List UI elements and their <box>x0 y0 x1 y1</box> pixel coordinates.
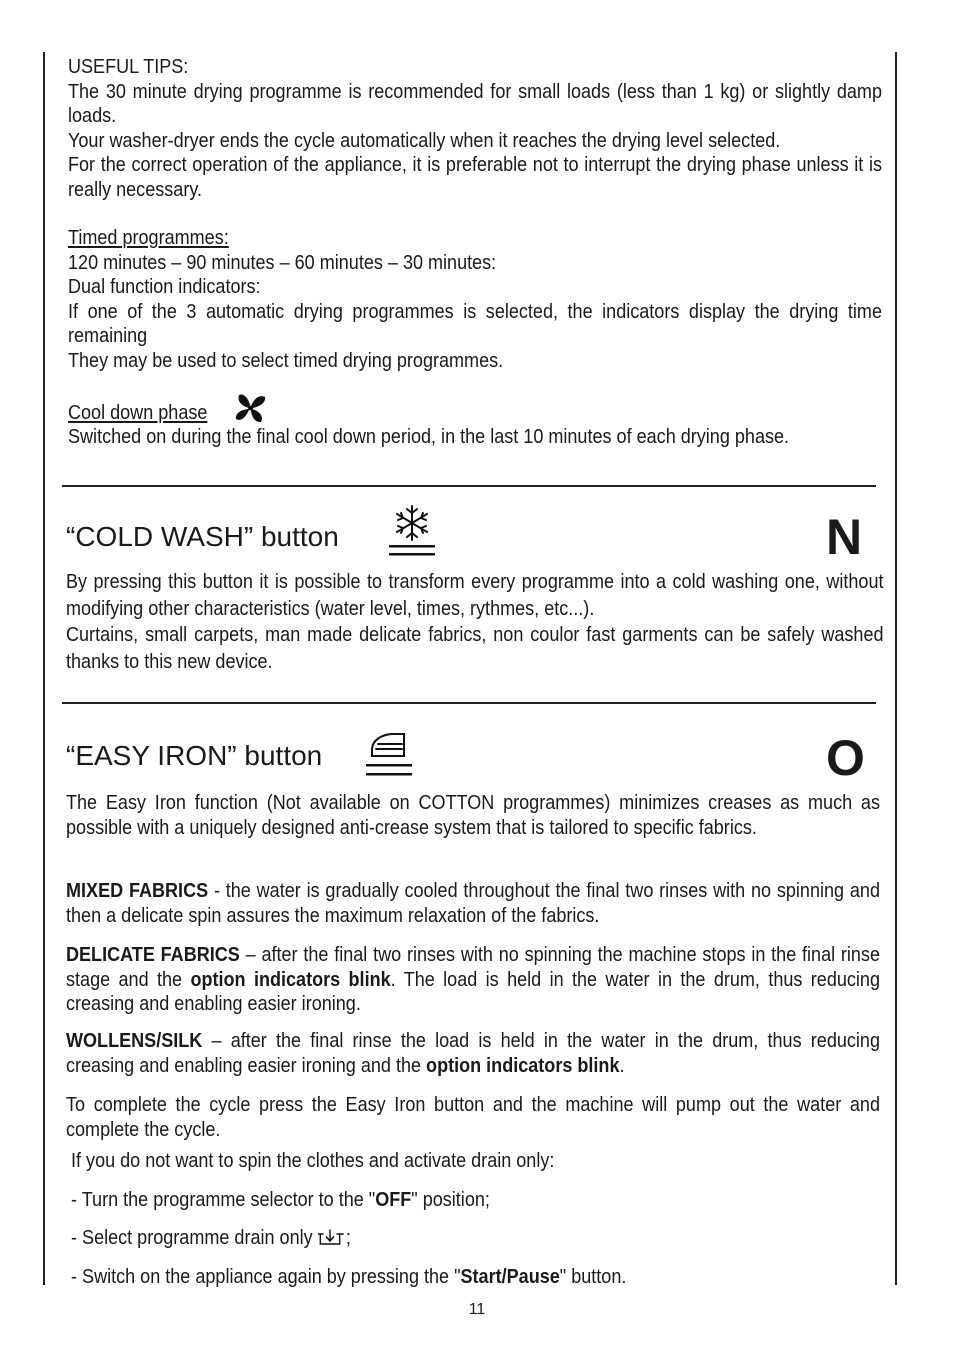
step-3 <box>66 1265 880 1290</box>
section-divider-2 <box>62 702 876 704</box>
off-position: OFF <box>375 1188 412 1211</box>
drain-icon <box>318 1227 346 1247</box>
left-margin-line <box>43 52 45 1285</box>
useful-tips-heading: USEFUL TIPS: <box>68 55 189 78</box>
delicate-fabrics-paragraph <box>66 943 880 1017</box>
cold-wash-paragraph-1: By pressing this button it is possible to transform every programme into a cold washing one, without modifying other characteristics (water level, times, rythmes, etc...). <box>66 570 884 620</box>
timed-select-text: They may be used to select timed drying programmes. <box>68 348 504 372</box>
step-2-text-c: ; <box>345 1226 351 1249</box>
wollens-silk-end: . <box>619 1053 625 1077</box>
right-margin-line <box>895 52 897 1285</box>
useful-tips-block <box>68 55 882 202</box>
dual-function-indicators: Dual function indicators: <box>68 275 261 298</box>
wool-option-indicators: option indicators blink <box>426 1053 620 1077</box>
complete-cycle-text: To complete the cycle press the Easy Iron button and the machine will pump out the water and complete the cycle. <box>66 1093 880 1141</box>
useful-tips-line-2: Your washer-dryer ends the cycle automatically when it reaches the drying level selected. <box>68 128 781 152</box>
fan-icon <box>234 392 268 424</box>
mixed-fabrics-label: MIXED FABRICS <box>66 879 209 902</box>
step-1-text-a: - Turn the programme selector to the " <box>66 1188 376 1211</box>
cold-wash-body <box>66 569 884 675</box>
section-letter-n: N <box>826 509 863 565</box>
mixed-fabrics-text: - the water is gradually cooled throughout the final two rinses with no spinning and then a delicate spin assures the maximum relaxation of the fabrics. <box>66 879 881 927</box>
snowflake-icon <box>386 503 438 559</box>
delicate-option-indicators: option indicators blink <box>190 967 391 991</box>
step-2 <box>66 1226 880 1251</box>
wollens-silk-label: WOLLENS/SILK <box>66 1029 203 1052</box>
automatic-drying-text: If one of the 3 automatic drying programmes is selected, the indicators display the drying time remaining <box>68 299 882 347</box>
timed-programmes-heading: Timed programmes: <box>68 226 229 249</box>
page-number: 11 <box>468 1301 486 1318</box>
cool-down-text: Switched on during the final cool down period, in the last 10 minutes of each drying phase. <box>68 425 790 448</box>
step-3-text-a: - Switch on the appliance again by pressing the " <box>66 1265 461 1288</box>
no-spin-text: If you do not want to spin the clothes and activate drain only: <box>66 1149 555 1172</box>
step-3-text-c: " button. <box>559 1265 627 1288</box>
timed-programmes-block <box>68 226 882 373</box>
cold-wash-title: “COLD WASH” button <box>66 521 339 552</box>
delicate-fabrics-text-1: – after the final two rinses with no spinning the machine stops in the final rinse stage and the <box>66 943 881 991</box>
start-pause-label: Start/Pause <box>460 1265 560 1288</box>
useful-tips-line-3: For the correct operation of the appliance, it is preferable not to interrupt the drying phase unless it is really necessary. <box>68 153 882 201</box>
cold-wash-paragraph-2: Curtains, small carpets, man made delicate fabrics, non coulor fast garments can be safely washed thanks to this new device. <box>66 623 884 673</box>
section-letter-o: O <box>826 730 865 786</box>
wollens-silk-text: – after the final rinse the load is held in the water in the drum, thus reducing creasing and enabling easier ironing and the <box>66 1029 880 1077</box>
cool-down-heading: Cool down phase <box>68 401 208 424</box>
useful-tips-line-1: The 30 minute drying programme is recommended for small loads (less than 1 kg) or slightly damp loads. <box>68 79 882 127</box>
iron-icon <box>364 728 414 782</box>
easy-iron-title: “EASY IRON” button <box>66 740 323 771</box>
delicate-fabrics-label: DELICATE FABRICS <box>66 943 240 966</box>
timed-durations: 120 minutes – 90 minutes – 60 minutes – 30 minutes: <box>68 250 497 274</box>
wollens-silk-paragraph <box>66 1029 880 1078</box>
step-1-text-c: " position; <box>411 1188 490 1211</box>
mixed-fabrics-paragraph <box>66 879 880 928</box>
delicate-fabrics-text-2: . The load is held in the water in the drum, thus reducing creasing and enabling easier ironing. <box>66 967 881 1015</box>
step-2-text-a: - Select programme drain only <box>66 1226 318 1249</box>
section-divider-1 <box>62 485 876 487</box>
easy-iron-intro: The Easy Iron function (Not available on COTTON programmes) minimizes creases as much as possible with a uniquely designed anti-crease system that is tailored to specific fabrics. <box>66 791 880 839</box>
step-1 <box>66 1188 880 1213</box>
